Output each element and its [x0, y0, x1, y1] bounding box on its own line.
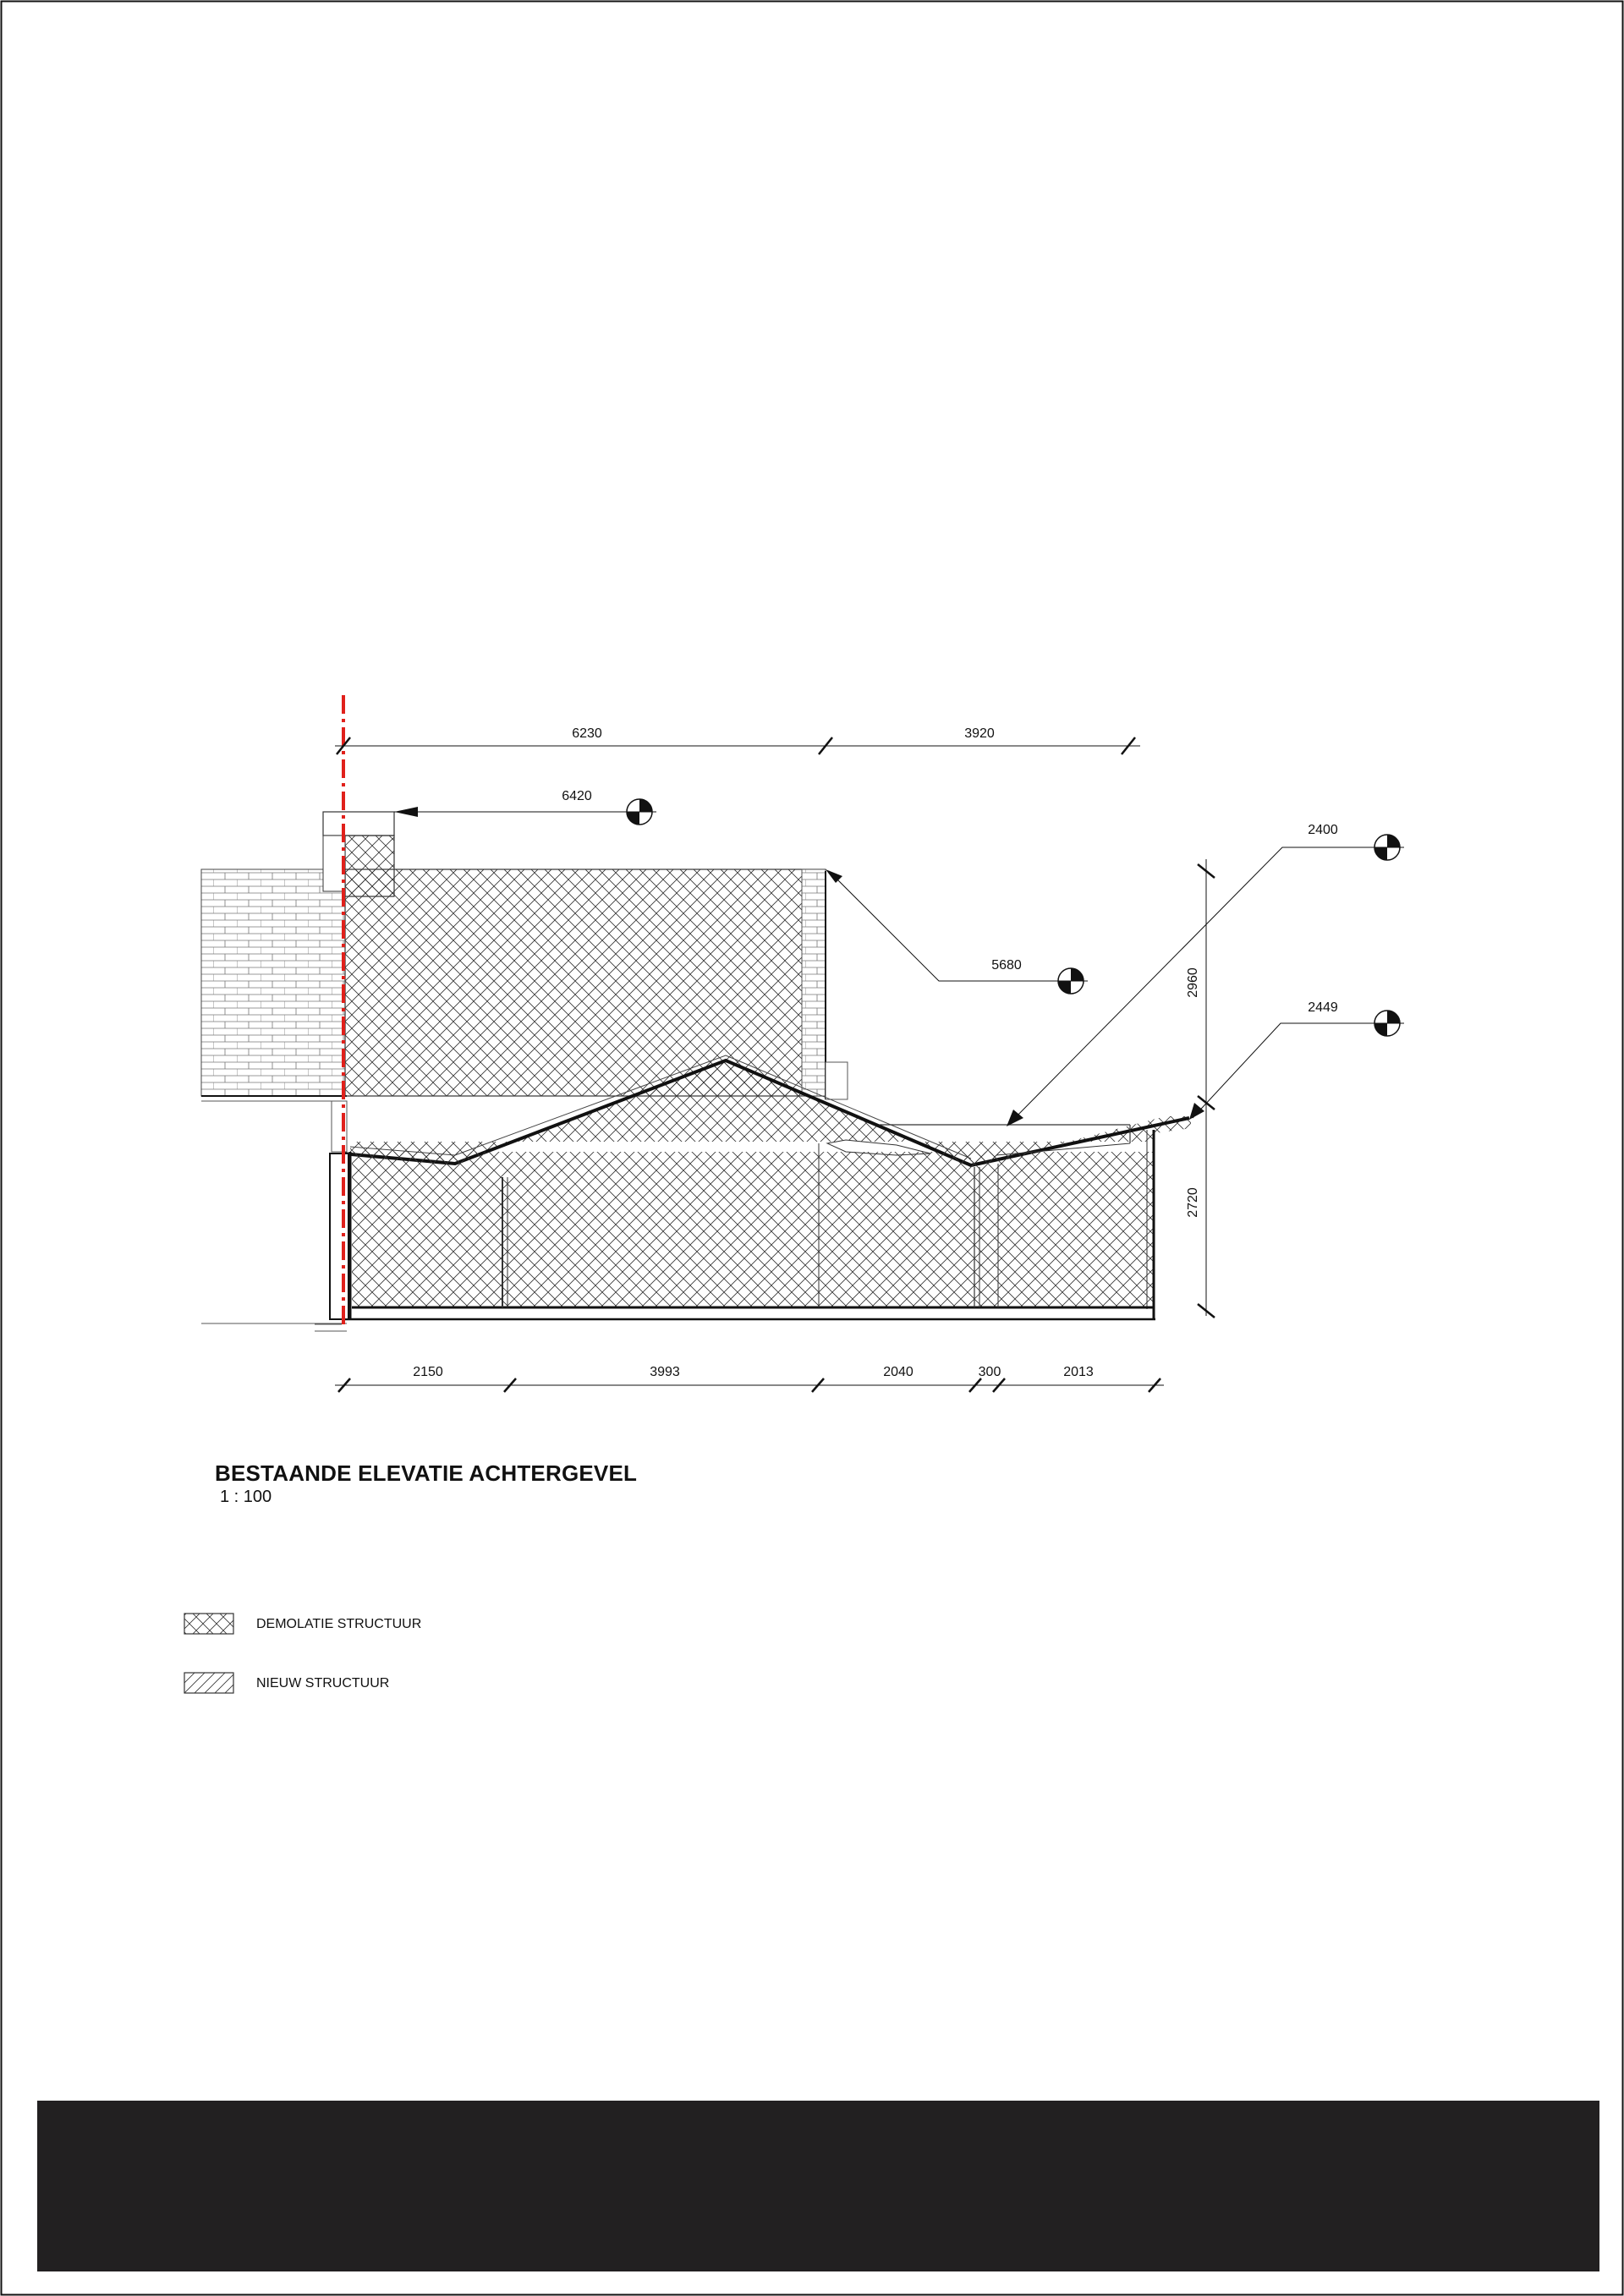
- dim-vertical-1: 2960: [1186, 967, 1200, 998]
- dim-vertical-2: 2720: [1186, 1187, 1200, 1218]
- level-marker-eaves: [826, 869, 1088, 994]
- level-gutter-label: 2449: [1308, 1000, 1338, 1015]
- dim-top-1: 6230: [572, 726, 602, 741]
- dim-top-2: 3920: [964, 726, 995, 741]
- neighbour-building: [201, 869, 347, 1323]
- vertical-dimension-chain: [1186, 859, 1215, 1318]
- level-eaves-label: 5680: [991, 958, 1022, 973]
- drawing-title: BESTAANDE ELEVATIE ACHTERGEVEL: [215, 1460, 638, 1486]
- dim-bottom-2: 3993: [650, 1365, 680, 1379]
- title-block: [37, 2101, 1599, 2271]
- top-dimension-chain: [335, 726, 1140, 754]
- dim-bottom-1: 2150: [413, 1365, 443, 1379]
- level-ridge-label: 2400: [1308, 823, 1338, 837]
- dim-bottom-4: 300: [978, 1365, 1001, 1379]
- legend-swatch-crosshatch: [184, 1614, 233, 1634]
- legend-swatch-diagonal: [184, 1673, 233, 1693]
- existing-house-wall: [345, 869, 848, 1099]
- dim-bottom-5: 2013: [1063, 1365, 1094, 1379]
- chimney: [323, 812, 394, 896]
- extension-wall: [315, 1130, 1155, 1331]
- sheet-border: [2, 2, 1623, 2295]
- level-marker-chimney: [394, 789, 656, 825]
- legend-label-new: NIEUW STRUCTUUR: [256, 1676, 390, 1690]
- bottom-dimension-chain: [335, 1365, 1164, 1392]
- level-chimney-label: 6420: [562, 789, 592, 803]
- dim-bottom-3: 2040: [883, 1365, 914, 1379]
- legend-label-demolition: DEMOLATIE STRUCTUUR: [256, 1617, 422, 1631]
- drawing-scale: 1 : 100: [220, 1488, 272, 1506]
- level-marker-gutter: [1189, 1000, 1404, 1120]
